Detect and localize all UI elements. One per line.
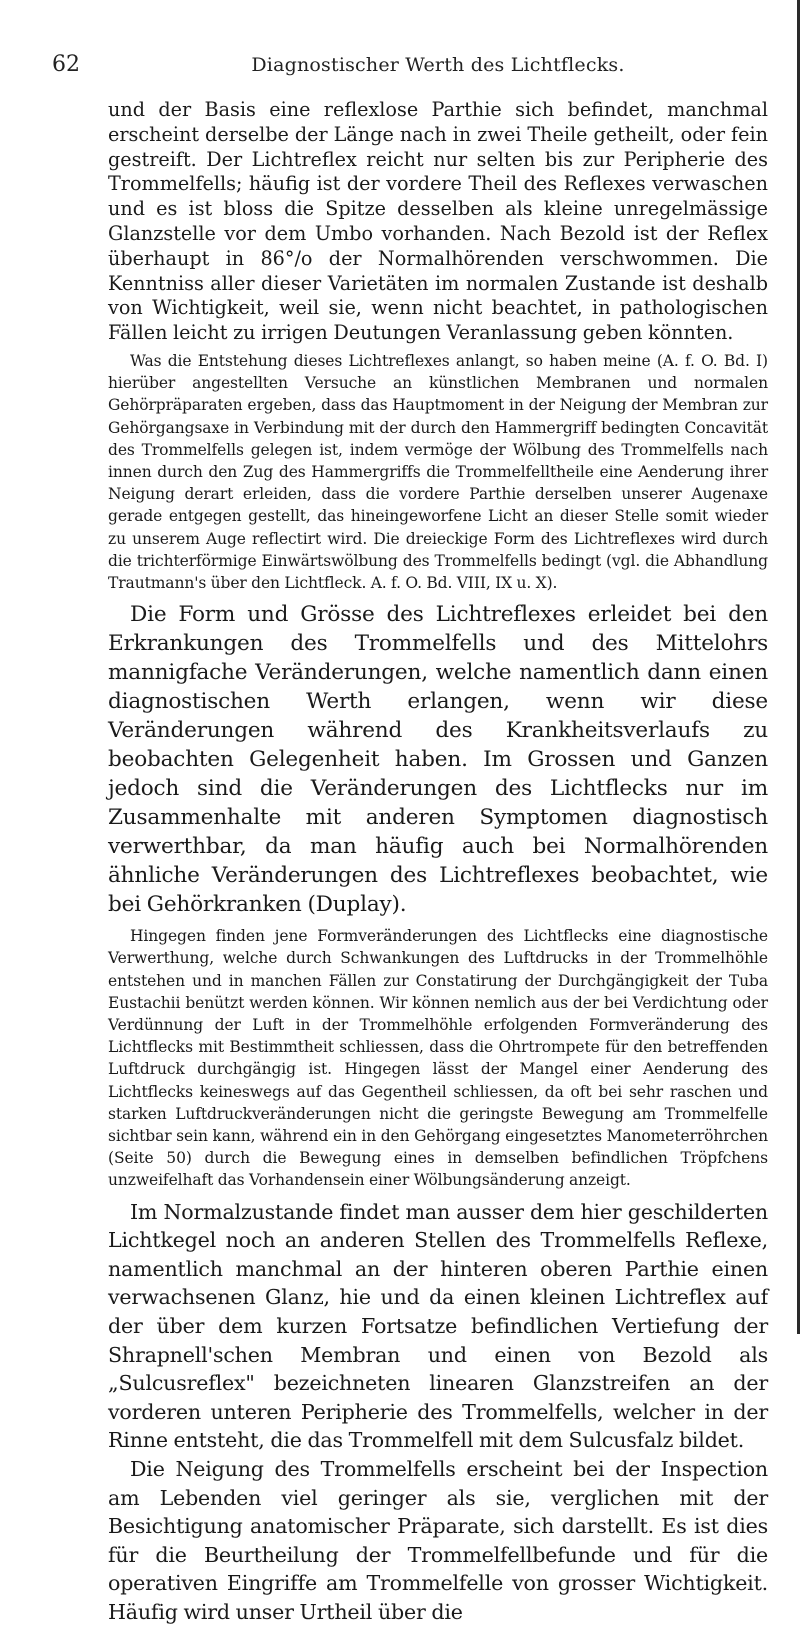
paragraph-1: und der Basis eine reflexlose Parthie sich befindet, manchmal erscheint derselbe der Länge nach in zwei Theile getheilt, oder fein gestreift. Der Lichtreflex reicht nur selten bis zur Peripherie des Trommelfells; häufig ist der vordere Theil des Reflexes verwaschen und es ist bloss die Spitze desselben als kleine unregelmässige Glanzstelle vor dem Umbo vorhanden. Nach Bezold ist der Reflex überhaupt in 86°/o der Normalhörenden verschwommen. Die Kenntniss aller dieser Varietäten im normalen Zustande ist deshalb von Wichtigkeit, weil sie, wenn nicht beachtet, in pathologischen Fällen leicht zu irrigen Deutungen Veranlassung geben könnten.	[108, 98, 768, 345]
paragraph-2: Was die Entstehung dieses Lichtreflexes anlangt, so haben meine (A. f. O. Bd. I) hierüber angestellten Versuche an künstlichen Membranen und normalen Gehörpräparaten ergeben, dass das Hauptmoment in der Neigung der Membran zur Gehörgangsaxe in Verbindung mit der durch den Hammergriff bedingten Concavität des Trommelfells gelegen ist, indem vermöge der Wölbung des Trommelfells nach innen durch den Zug des Hammergriffs die Trommelfelltheile eine Aenderung ihrer Neigung derart erleiden, dass die vordere Parthie derselben unserer Augenaxe gerade entgegen gestellt, das hineingeworfene Licht an dieser Stelle somit wieder zu unserem Auge reflectirt wird. Die dreieckige Form des Lichtreflexes wird durch die trichterförmige Einwärtswölbung des Trommelfells bedingt (vgl. die Abhandlung Trautmann's über den Lichtfleck. A. f. O. Bd. VIII, IX u. X).	[108, 351, 768, 592]
running-title: Diagnostischer Werth des Lichtflecks.	[251, 54, 625, 76]
paragraph-6: Die Neigung des Trommelfells erscheint bei der Inspection am Lebenden viel geringer als sie, verglichen mit der Besichtigung anatomischer Präparate, sich darstellt. Es ist dies für die Beurtheilung der Trommelfellbefunde und für die operativen Eingriffe am Trommelfelle von grosser Wichtigkeit. Häufig wird unser Urtheil über die	[108, 1456, 768, 1624]
page-body	[108, 52, 768, 1627]
paragraph-4: Hingegen finden jene Formveränderungen des Lichtflecks eine diagnostische Verwerthung, welche durch Schwankungen des Luftdrucks in der Trommelhöhle entstehen und in manchen Fällen zur Constatirung der Durchgängigkeit der Tuba Eustachii benützt werden können. Wir können nemlich aus der bei Verdichtung oder Verdünnung der Luft in der Trommelhöhle erfolgenden Formveränderung des Lichtflecks mit Bestimmtheit schliessen, dass die Ohrtrompete für den betreffenden Luftdruck durchgängig ist. Hingegen lässt der Mangel einer Aenderung des Lichtflecks keineswegs auf das Gegentheil schliessen, da oft bei sehr raschen und starken Luftdruckveränderungen nicht die geringste Bewegung am Trommelfelle sichtbar sein kann, während ein in den Gehörgang eingesetztes Manometerröhrchen (Seite 50) durch die Bewegung eines in demselben befindlichen Tröpfchens unzweifelhaft das Vorhandensein einer Wölbungsänderung anzeigt.	[108, 927, 768, 1190]
paragraph-3: Die Form und Grösse des Lichtreflexes erleidet bei den Erkrankungen des Trommelfells und des Mittelohrs mannigfache Veränderungen, welche namentlich dann einen diagnostischen Werth erlangen, wenn wir diese Veränderungen während des Krankheitsverlaufs zu beobachten Gelegenheit haben. Im Grossen und Ganzen jedoch sind die Veränderungen des Lichtflecks nur im Zusammenhalte mit anderen Symptomen diagnostisch verwerthbar, da man häufig auch bei Normalhörenden ähnliche Veränderungen des Lichtreflexes beobachtet, wie bei Gehörkranken (Duplay).	[108, 602, 768, 918]
page-number: 62	[52, 52, 80, 77]
paragraph-5: Im Normalzustande findet man ausser dem hier geschilderten Lichtkegel noch an anderen Stellen des Trommelfells Reflexe, namentlich manchmal an der hinteren oberen Parthie einen verwachsenen Glanz, hie und da einen kleinen Lichtreflex auf der über dem kurzen Fortsatze befindlichen Vertiefung der Shrapnell'schen Membran und einen von Bezold als „Sulcusreflex" bezeichneten linearen Glanzstreifen an der vorderen unteren Peripherie des Trommelfells, welcher in der Rinne entsteht, die das Trommelfell mit dem Sulcusfalz bildet.	[108, 1199, 768, 1453]
